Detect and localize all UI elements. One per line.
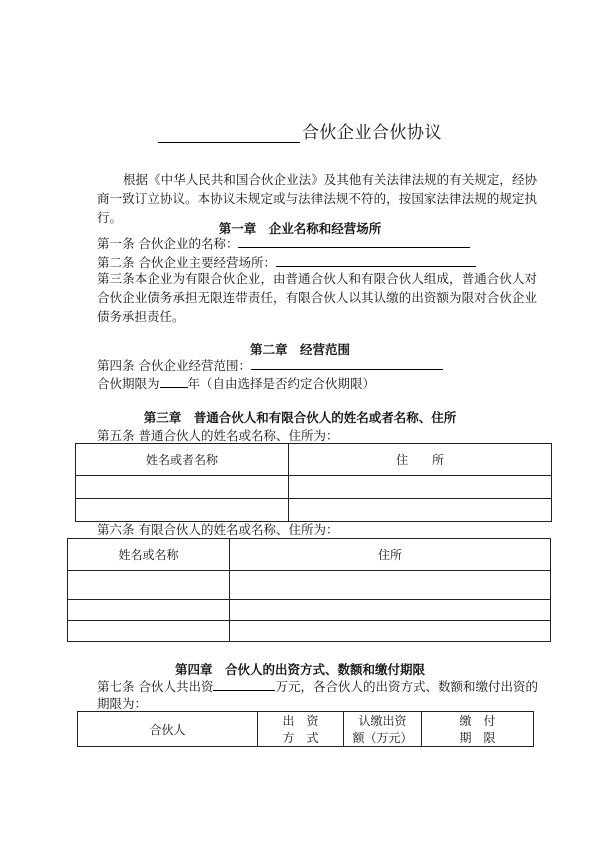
- header-method-line1: 出 资: [282, 714, 319, 728]
- business-scope-field[interactable]: [251, 357, 443, 370]
- table-cell[interactable]: [76, 476, 289, 499]
- article-1-label: 第一条 合伙企业的名称：: [97, 236, 239, 251]
- title-blank-field[interactable]: [158, 128, 300, 143]
- term-suffix: 年（自由选择是否约定合伙期限）: [187, 376, 376, 391]
- title-text: 合伙企业合伙协议: [302, 123, 442, 143]
- table-cell[interactable]: [76, 499, 289, 522]
- enterprise-name-field[interactable]: [238, 235, 470, 248]
- article-7-part-b: 万元，各合伙人的出资方式、数额和缴付出资的: [275, 679, 538, 694]
- header-amount: [344, 712, 422, 747]
- table-header-row: [76, 444, 552, 476]
- article-4: [97, 356, 443, 375]
- term-prefix: 合伙期限为: [97, 376, 160, 391]
- header-address: 住 所: [289, 444, 552, 476]
- chapter-1-heading: 第一章 企业名称和经营场所: [218, 221, 382, 236]
- table-cell[interactable]: [289, 476, 552, 499]
- article-7: [97, 677, 538, 696]
- limited-partners-table: [67, 538, 551, 642]
- table-cell[interactable]: [230, 621, 551, 642]
- table-cell[interactable]: [68, 600, 230, 621]
- article-6: 第六条 有限合伙人的姓名或名称、住所为：: [97, 522, 339, 537]
- table-cell[interactable]: [289, 499, 552, 522]
- header-amount-line1: 认缴出资: [358, 714, 407, 728]
- article-4-label: 第四条 合伙企业经营范围：: [97, 358, 251, 373]
- total-capital-field[interactable]: [213, 678, 275, 691]
- header-address: 住所: [230, 539, 551, 571]
- header-term-line1: 缴 付: [459, 714, 496, 728]
- table-row: [68, 621, 551, 642]
- article-7-continued: 期限为：: [97, 696, 148, 711]
- table-row: [76, 499, 552, 522]
- table-header-row: [68, 539, 551, 571]
- table-row: [68, 571, 551, 600]
- capital-contribution-table: [77, 711, 534, 747]
- header-name: 姓名或者名称: [76, 444, 289, 476]
- term-years-field[interactable]: [160, 375, 188, 388]
- table-cell[interactable]: [230, 571, 551, 600]
- table-cell[interactable]: [230, 600, 551, 621]
- article-7-part-a: 第七条 合伙人共出资: [97, 679, 214, 694]
- chapter-3-heading: 第三章 普通合伙人和有限合伙人的姓名或者名称、住所: [143, 410, 457, 425]
- article-2-label: 第二条 合伙企业主要经营场所：: [97, 255, 276, 270]
- table-cell[interactable]: [68, 571, 230, 600]
- business-place-field[interactable]: [276, 254, 476, 267]
- article-1: [97, 234, 470, 253]
- partnership-term: [97, 374, 375, 393]
- article-5: 第五条 普通合伙人的姓名或名称、住所为：: [97, 428, 339, 443]
- intro-paragraph: 根据《中华人民共和国合伙企业法》及其他有关法律法规的有关规定，经协商一致订立协议。本协议未规定或与法律法规不符的，按国家法律法规的规定执行。: [97, 172, 537, 225]
- chapter-4-heading: 第四章 合伙人的出资方式、数额和缴付期限: [174, 662, 425, 677]
- general-partners-table: [75, 443, 552, 522]
- chapter-2-heading: 第二章 经营范围: [249, 342, 350, 357]
- table-header-row: [78, 712, 534, 747]
- article-3: 第三条本企业为有限合伙企业，由普通合伙人和有限合伙人组成，普通合伙人对合伙企业债务承担无限连带责任，有限合伙人以其认缴的出资额为限对合伙企业债务承担责任。: [97, 271, 537, 324]
- header-amount-line2: 额（万元）: [352, 731, 413, 745]
- header-term: [422, 712, 534, 747]
- table-cell[interactable]: [68, 621, 230, 642]
- header-term-line2: 期 限: [459, 731, 496, 745]
- header-method-line2: 方 式: [282, 731, 319, 745]
- document-title: [0, 118, 600, 143]
- header-name: 姓名或名称: [68, 539, 230, 571]
- table-row: [68, 600, 551, 621]
- header-method: [258, 712, 344, 747]
- header-partner: 合伙人: [78, 712, 258, 747]
- table-row: [76, 476, 552, 499]
